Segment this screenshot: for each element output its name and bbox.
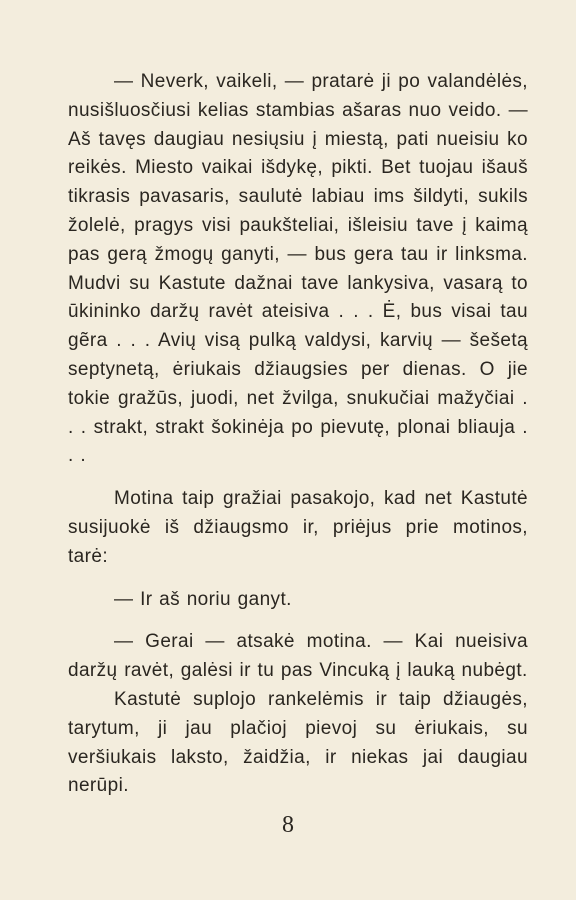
paragraph-gap bbox=[68, 614, 528, 628]
paragraph-gap bbox=[68, 471, 528, 485]
paragraph-mother-answer: — Gerai — atsakė motina. — Kai nueisiva daržų ravėt, galėsi ir tu pas Vincuką į lauką nubėgt. bbox=[68, 631, 528, 682]
page-number: 8 bbox=[282, 812, 294, 838]
paragraph-mother-speech: — Neverk, vaikeli, — pratarė ji po valandėlės, nusišluosčiusi kelias stambias ašaras nuo veido. — Aš tavęs daugiau nesiųsiu į miestą, pati nueisiu ko reikės. Miesto vaikai išdykę, pikti. Bet tuojau išauš tikrasis pavasaris, saulutė labiau ims šildyti, sukils žolelė, pragys visi paukšteliai, išleisiu tave į kaimą pas gerą žmogų ganyti, — bus gera tau ir linksma. Mudvi su Kastute dažnai tave lankysiva, vasarą to ūkininko daržų ravėt ateisiva . . . Ė, bus visai tau gẽra . . . Avių visą pulką valdysi, karvių — šešetą septynetą, ėriukais džiaugsies per dienas. O jie tokie gražūs, juodi, net žvilga, snukučiai mažyčiai . . . strakt, strakt šokinėja po pievutę, plonai bliauja . . . bbox=[68, 71, 528, 467]
page-text bbox=[68, 68, 528, 801]
paragraph-gap bbox=[68, 572, 528, 586]
paragraph-closing: Kastutė suplojo rankelėmis ir taip džiaugės, tarytum, ji jau plačioj pievoj su ėriukais, su veršiukais laksto, žaidžia, ir niekas jai daugiau nerūpi. bbox=[68, 688, 528, 797]
paragraph-kastute-reply: — Ir aš noriu ganyt. bbox=[114, 588, 292, 610]
paragraph-narration: Motina taip gražiai pasakojo, kad net Kastutė susijuokė iš džiaugsmo ir, priėjus prie motinos, tarė: bbox=[68, 488, 528, 567]
